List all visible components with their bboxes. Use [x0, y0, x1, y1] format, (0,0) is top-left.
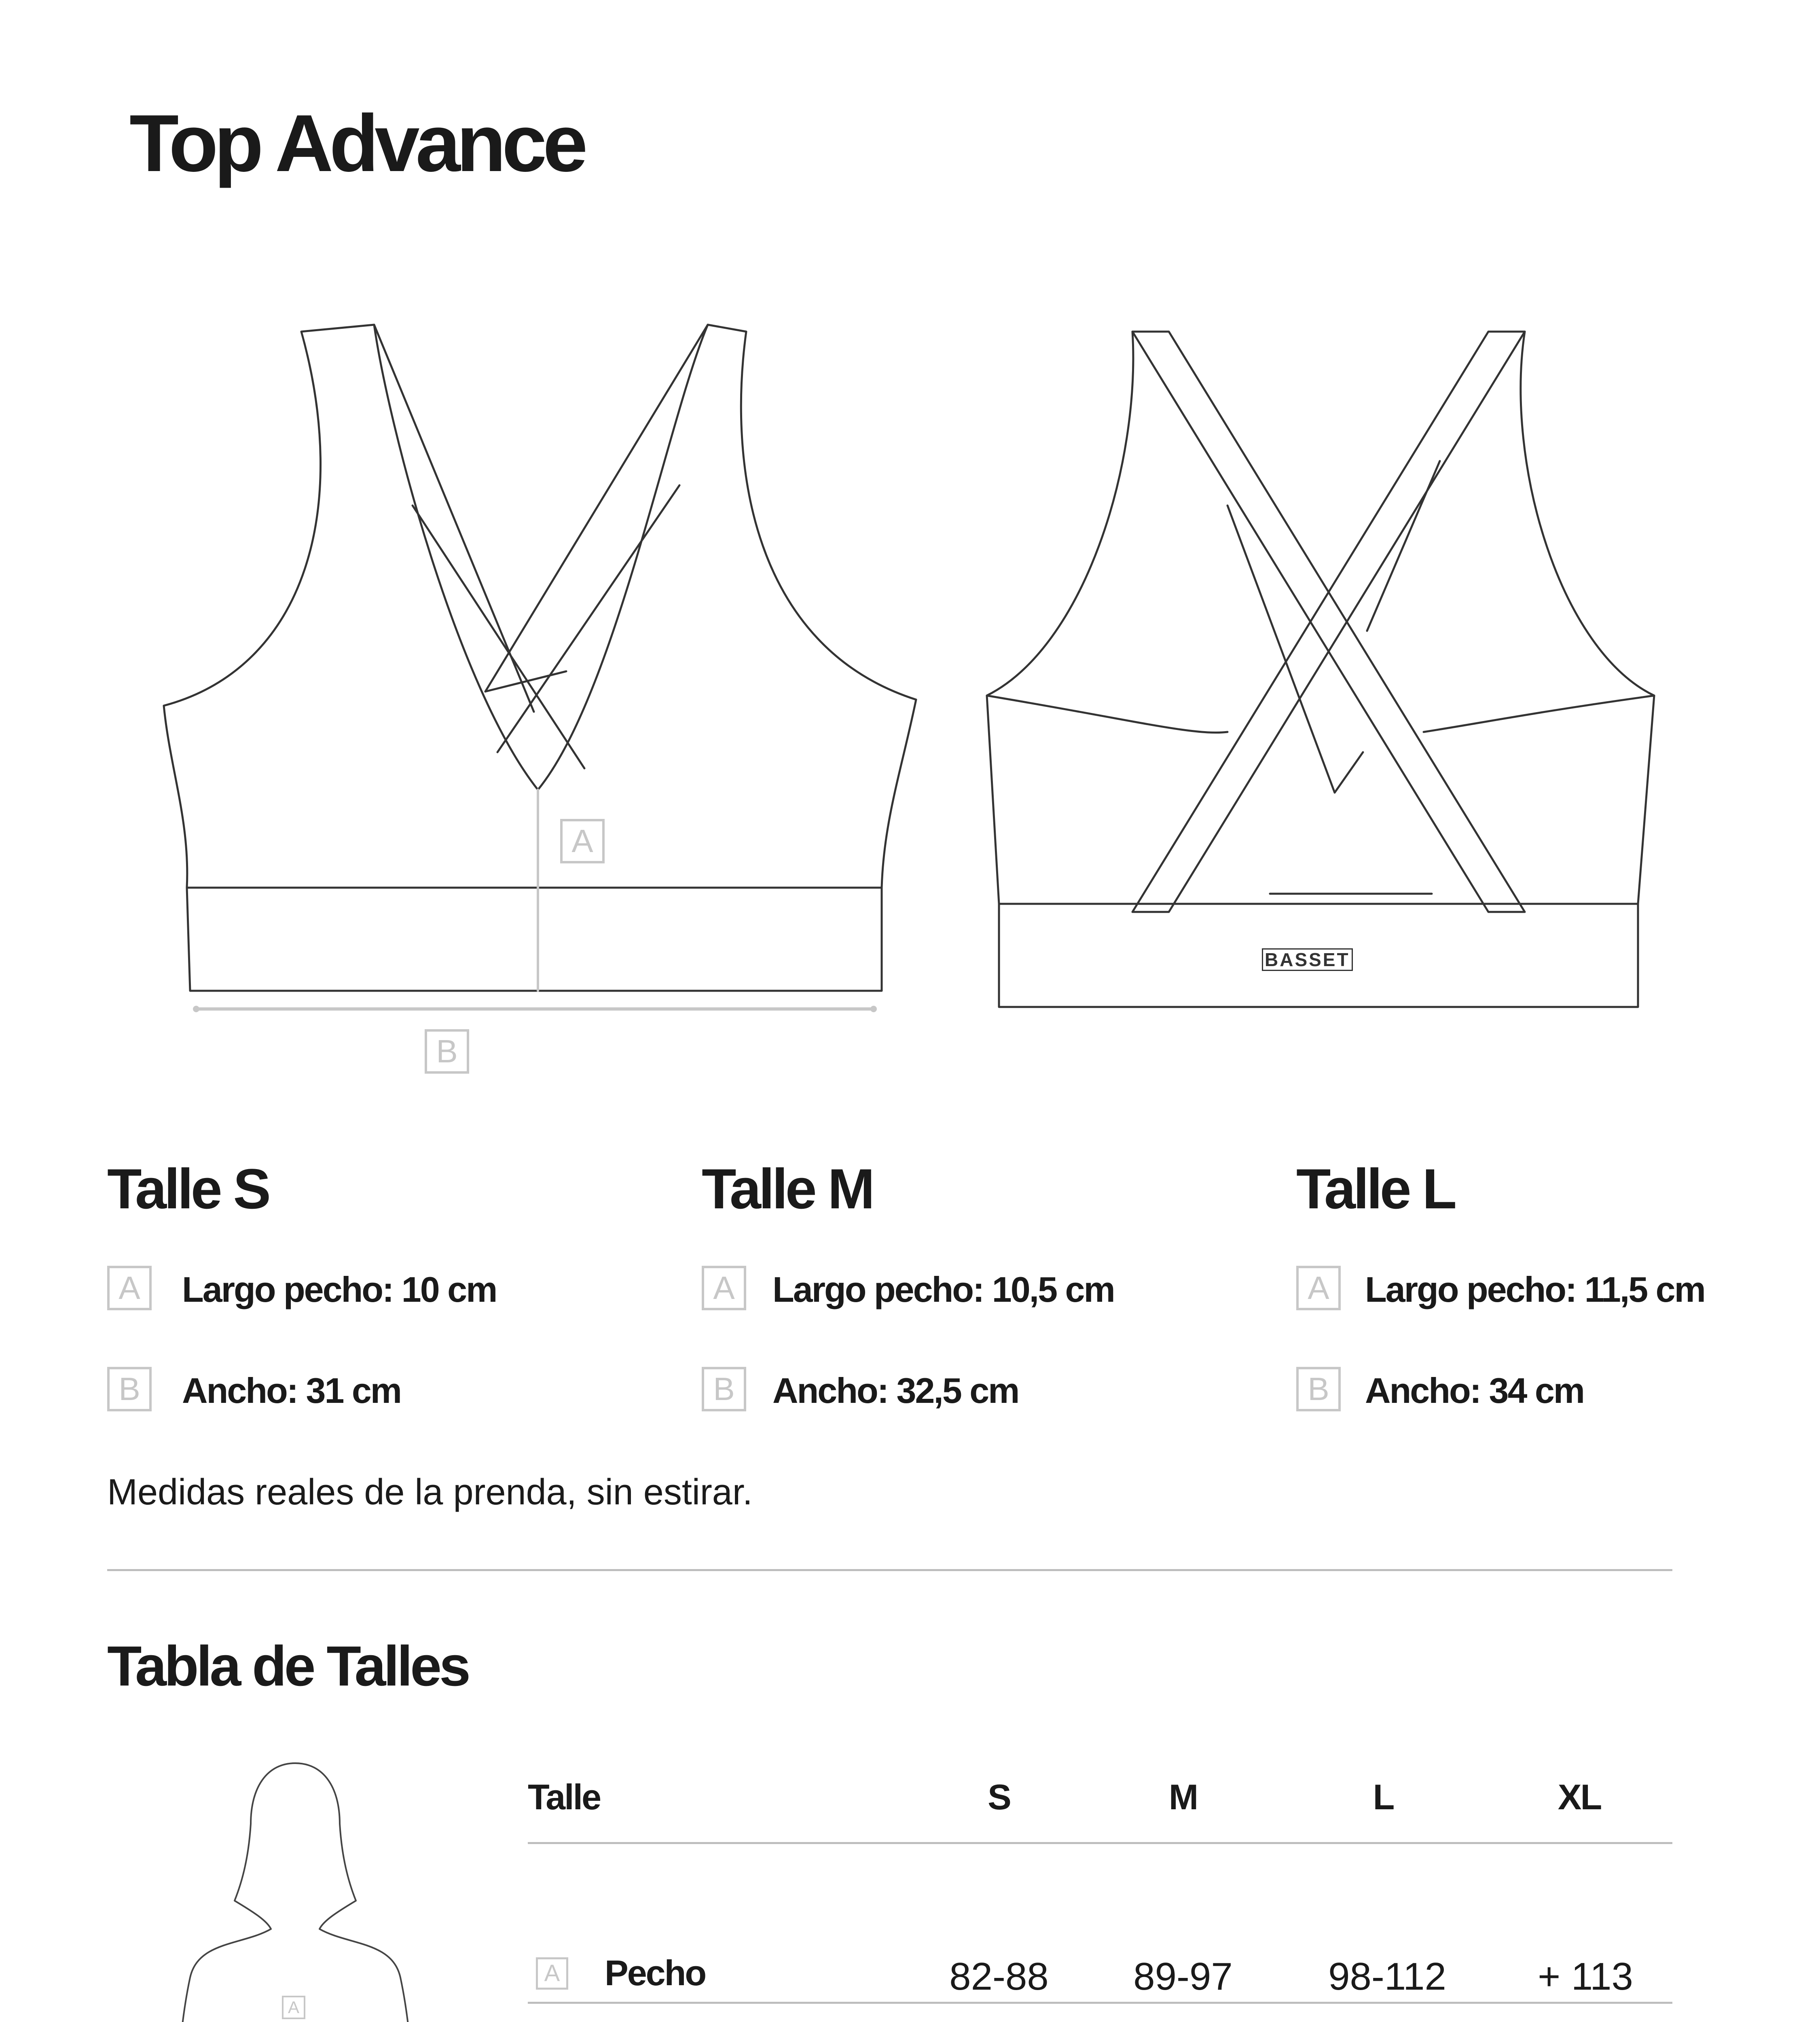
- size-a-text: Largo pecho: 11,5 cm: [1365, 1269, 1705, 1309]
- header-s: S: [988, 1777, 1010, 1817]
- page-title: Top Advance: [129, 98, 584, 188]
- section-divider: [107, 1569, 1672, 1571]
- size-title: Talle L: [1296, 1157, 1455, 1220]
- header-m: M: [1168, 1777, 1198, 1817]
- size-b-text: Ancho: 31 cm: [182, 1371, 401, 1411]
- measure-a-label: A: [560, 819, 605, 863]
- size-table: [528, 1779, 1672, 2022]
- body-silhouette: [154, 1751, 437, 2022]
- measure-b-label: B: [425, 1029, 469, 1074]
- cell-l: 98-112: [1328, 1955, 1446, 1998]
- size-block-m: [702, 1157, 1268, 1444]
- size-table-title: Tabla de Talles: [107, 1634, 468, 1698]
- size-b-label: B: [1296, 1367, 1341, 1411]
- size-a-label: A: [702, 1266, 746, 1310]
- size-b-label: B: [702, 1367, 746, 1411]
- row-rule: [528, 2002, 1672, 2004]
- size-block-s: [107, 1157, 673, 1444]
- size-b-text: Ancho: 34 cm: [1365, 1371, 1584, 1411]
- header-talle: Talle: [528, 1777, 601, 1817]
- size-a-text: Largo pecho: 10,5 cm: [772, 1269, 1114, 1309]
- size-a-text: Largo pecho: 10 cm: [182, 1269, 497, 1309]
- row-label: Pecho: [605, 1953, 706, 1993]
- size-title: Talle M: [702, 1157, 873, 1220]
- size-b-label: B: [107, 1367, 152, 1411]
- header-xl: XL: [1558, 1777, 1601, 1817]
- header-rule: [528, 1842, 1672, 1844]
- cell-s: 82-88: [949, 1955, 1049, 1998]
- size-b-text: Ancho: 32,5 cm: [772, 1371, 1019, 1411]
- header-l: L: [1373, 1777, 1394, 1817]
- size-title: Talle S: [107, 1157, 269, 1220]
- table-row: [528, 1953, 1672, 2006]
- front-view: [164, 325, 916, 1012]
- cell-xl: + 113: [1538, 1955, 1633, 1998]
- cell-m: 89-97: [1133, 1955, 1233, 1998]
- size-a-label: A: [107, 1266, 152, 1310]
- garment-note: Medidas reales de la prenda, sin estirar.: [107, 1472, 753, 1512]
- size-block-l: [1296, 1157, 1814, 1444]
- size-a-label: A: [1296, 1266, 1341, 1310]
- back-logo: BASSET: [1262, 948, 1353, 971]
- back-view: [987, 332, 1654, 1007]
- body-label-a: A: [282, 1996, 305, 2019]
- row-key: A: [536, 1957, 568, 1990]
